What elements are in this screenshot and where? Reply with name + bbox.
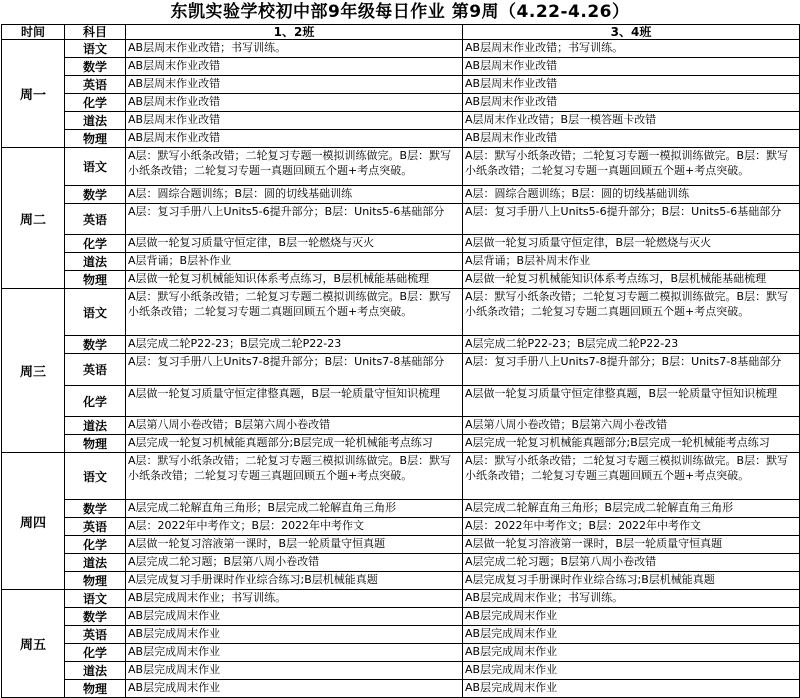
table-row <box>2 40 800 58</box>
subject-cell: 道法 <box>65 253 126 271</box>
homework-cell-class-3-4: A层：圆综合题训练；B层：圆的切线基础训练 <box>463 186 800 204</box>
homework-cell-class-3-4: A层完成复习手册课时作业综合练习;B层机械能真题 <box>463 572 800 590</box>
subject-cell: 英语 <box>65 626 126 644</box>
homework-cell-class-3-4: A层第八周小卷改错；B层第六周小卷改错 <box>463 417 800 435</box>
homework-cell-class-3-4: AB层周末作业改错 <box>463 94 800 112</box>
homework-cell-class-3-4: A层背诵；B层补周末作业 <box>463 253 800 271</box>
table-row <box>2 554 800 572</box>
subject-cell: 语文 <box>65 590 126 608</box>
homework-cell-class-1-2: AB层完成周末作业 <box>126 608 463 626</box>
header-subject: 科目 <box>65 25 126 40</box>
subject-cell: 数学 <box>65 336 126 354</box>
homework-cell-class-1-2: AB层周末作业改错 <box>126 76 463 94</box>
subject-cell: 道法 <box>65 112 126 130</box>
day-cell: 周一 <box>2 40 65 148</box>
table-row <box>2 590 800 608</box>
subject-cell: 化学 <box>65 235 126 253</box>
homework-cell-class-1-2: AB层周末作业改错 <box>126 130 463 148</box>
table-row <box>2 148 800 186</box>
homework-cell-class-1-2: AB层完成周末作业 <box>126 644 463 662</box>
homework-cell-class-3-4: A层做一轮复习质量守恒定律整真题，B层一轮质量守恒知识梳理 <box>463 386 800 417</box>
table-row <box>2 662 800 680</box>
table-row <box>2 112 800 130</box>
homework-cell-class-3-4: A层完成二轮习题；B层第八周小卷改错 <box>463 554 800 572</box>
table-row <box>2 94 800 112</box>
homework-cell-class-1-2: A层背诵；B层补作业 <box>126 253 463 271</box>
subject-cell: 语文 <box>65 289 126 336</box>
homework-cell-class-3-4: A层做一轮复习机械能知识体系考点练习，B层机械能基础梳理 <box>463 271 800 289</box>
table-row <box>2 644 800 662</box>
table-row <box>2 235 800 253</box>
homework-cell-class-1-2: A层：复习手册八上Units5-6提升部分；B层：Units5-6基础部分 <box>126 204 463 235</box>
table-row <box>2 204 800 235</box>
homework-cell-class-1-2: A层：复习手册八上Units7-8提升部分；B层：Units7-8基础部分 <box>126 354 463 386</box>
table-row <box>2 500 800 518</box>
homework-cell-class-3-4: A层：默写小纸条改错；二轮复习专题一模拟训练做完。B层：默写小纸条改错；二轮复习专题一真题回顾五个题+考点突破。 <box>463 148 800 186</box>
homework-cell-class-3-4: AB层完成周末作业 <box>463 608 800 626</box>
subject-cell: 物理 <box>65 271 126 289</box>
homework-cell-class-1-2: A层完成一轮复习机械能真题部分;B层完成一轮机械能考点练习 <box>126 435 463 453</box>
table-row <box>2 271 800 289</box>
subject-cell: 语文 <box>65 40 126 58</box>
subject-cell: 化学 <box>65 386 126 417</box>
homework-cell-class-3-4: A层完成二轮解直角三角形；B层完成二轮解直角三角形 <box>463 500 800 518</box>
table-row <box>2 354 800 386</box>
homework-cell-class-3-4: A层完成一轮复习机械能真题部分;B层完成一轮机械能考点练习 <box>463 435 800 453</box>
day-cell: 周四 <box>2 453 65 590</box>
table-row <box>2 608 800 626</box>
homework-cell-class-1-2: AB层完成周末作业 <box>126 680 463 698</box>
homework-cell-class-3-4: AB层完成周末作业 <box>463 626 800 644</box>
subject-cell: 物理 <box>65 572 126 590</box>
homework-cell-class-1-2: AB层完成周末作业；书写训练。 <box>126 590 463 608</box>
table-row <box>2 518 800 536</box>
homework-cell-class-3-4: A层做一轮复习质量守恒定律，B层一轮燃烧与灭火 <box>463 235 800 253</box>
homework-cell-class-3-4: A层：默写小纸条改错；二轮复习专题三模拟训练做完。B层：默写小纸条改错；二轮复习专题三真题回顾五个题+考点突破。 <box>463 453 800 500</box>
table-row <box>2 336 800 354</box>
subject-cell: 物理 <box>65 435 126 453</box>
homework-cell-class-3-4: AB层周末作业改错 <box>463 130 800 148</box>
homework-cell-class-1-2: A层：圆综合题训练；B层：圆的切线基础训练 <box>126 186 463 204</box>
subject-cell: 语文 <box>65 148 126 186</box>
homework-cell-class-1-2: A层做一轮复习质量守恒定律，B层一轮燃烧与灭火 <box>126 235 463 253</box>
table-row <box>2 289 800 336</box>
homework-cell-class-3-4: A层完成二轮P22-23；B层完成二轮P22-23 <box>463 336 800 354</box>
subject-cell: 物理 <box>65 680 126 698</box>
homework-cell-class-1-2: AB层周末作业改错 <box>126 58 463 76</box>
homework-cell-class-1-2: A层做一轮复习溶液第一课时，B层一轮质量守恒真题 <box>126 536 463 554</box>
table-row <box>2 386 800 417</box>
table-row <box>2 76 800 94</box>
subject-cell: 英语 <box>65 354 126 386</box>
homework-cell-class-1-2: AB层完成周末作业 <box>126 662 463 680</box>
table-row <box>2 572 800 590</box>
subject-cell: 化学 <box>65 94 126 112</box>
homework-cell-class-3-4: A层：2022年中考作文；B层：2022年中考作文 <box>463 518 800 536</box>
subject-cell: 化学 <box>65 644 126 662</box>
homework-cell-class-3-4: AB层完成周末作业 <box>463 644 800 662</box>
header-time: 时间 <box>2 25 65 40</box>
homework-cell-class-3-4: AB层完成周末作业；书写训练。 <box>463 590 800 608</box>
homework-cell-class-3-4: A层：复习手册八上Units5-6提升部分；B层：Units5-6基础部分 <box>463 204 800 235</box>
day-cell: 周三 <box>2 289 65 453</box>
homework-cell-class-3-4: A层周末作业改错；B层一模答题卡改错 <box>463 112 800 130</box>
day-cell: 周二 <box>2 148 65 289</box>
subject-cell: 数学 <box>65 58 126 76</box>
homework-cell-class-3-4: A层：复习手册八上Units7-8提升部分；B层：Units7-8基础部分 <box>463 354 800 386</box>
subject-cell: 英语 <box>65 76 126 94</box>
page-title: 东凯实验学校初中部9年级每日作业 第9周（4.22-4.26） <box>170 2 630 22</box>
homework-cell-class-1-2: AB层周末作业改错 <box>126 112 463 130</box>
subject-cell: 语文 <box>65 453 126 500</box>
homework-cell-class-3-4: AB层完成周末作业 <box>463 662 800 680</box>
table-row <box>2 626 800 644</box>
homework-cell-class-1-2: A层完成二轮习题；B层第八周小卷改错 <box>126 554 463 572</box>
homework-cell-class-1-2: A层：默写小纸条改错；二轮复习专题一模拟训练做完。B层：默写小纸条改错；二轮复习专题一真题回顾五个题+考点突破。 <box>126 148 463 186</box>
homework-cell-class-3-4: A层：默写小纸条改错；二轮复习专题二模拟训练做完。B层：默写小纸条改错；二轮复习专题二真题回顾五个题+考点突破。 <box>463 289 800 336</box>
subject-cell: 英语 <box>65 518 126 536</box>
table-row <box>2 417 800 435</box>
subject-cell: 道法 <box>65 662 126 680</box>
table-row <box>2 186 800 204</box>
subject-cell: 道法 <box>65 554 126 572</box>
homework-cell-class-1-2: A层完成二轮P22-23；B层完成二轮P22-23 <box>126 336 463 354</box>
subject-cell: 道法 <box>65 417 126 435</box>
homework-cell-class-3-4: AB层完成周末作业 <box>463 680 800 698</box>
table-row <box>2 130 800 148</box>
homework-cell-class-1-2: A层做一轮复习质量守恒定律整真题，B层一轮质量守恒知识梳理 <box>126 386 463 417</box>
table-row <box>2 453 800 500</box>
table-body <box>2 40 800 698</box>
header-row <box>2 25 800 40</box>
homework-table <box>1 24 800 698</box>
homework-cell-class-3-4: AB层周末作业改错 <box>463 58 800 76</box>
homework-cell-class-1-2: AB层完成周末作业 <box>126 626 463 644</box>
table-row <box>2 680 800 698</box>
table-row <box>2 536 800 554</box>
subject-cell: 数学 <box>65 500 126 518</box>
homework-cell-class-1-2: AB层周末作业改错 <box>126 94 463 112</box>
homework-cell-class-1-2: A层完成二轮解直角三角形；B层完成二轮解直角三角形 <box>126 500 463 518</box>
homework-cell-class-1-2: AB层周末作业改错；书写训练。 <box>126 40 463 58</box>
subject-cell: 数学 <box>65 186 126 204</box>
header-class-1-2: 1、2班 <box>126 25 463 40</box>
homework-cell-class-3-4: A层做一轮复习溶液第一课时，B层一轮质量守恒真题 <box>463 536 800 554</box>
day-cell: 周五 <box>2 590 65 698</box>
homework-cell-class-3-4: AB层周末作业改错 <box>463 76 800 94</box>
header-class-3-4: 3、4班 <box>463 25 800 40</box>
homework-cell-class-1-2: A层：2022年中考作文；B层：2022年中考作文 <box>126 518 463 536</box>
homework-cell-class-1-2: A层做一轮复习机械能知识体系考点练习，B层机械能基础梳理 <box>126 271 463 289</box>
subject-cell: 英语 <box>65 204 126 235</box>
homework-cell-class-1-2: A层：默写小纸条改错；二轮复习专题三模拟训练做完。B层：默写小纸条改错；二轮复习专题三真题回顾五个题+考点突破。 <box>126 453 463 500</box>
subject-cell: 数学 <box>65 608 126 626</box>
homework-cell-class-1-2: A层第八周小卷改错；B层第六周小卷改错 <box>126 417 463 435</box>
table-row <box>2 58 800 76</box>
subject-cell: 物理 <box>65 130 126 148</box>
subject-cell: 化学 <box>65 536 126 554</box>
homework-cell-class-1-2: A层完成复习手册课时作业综合练习;B层机械能真题 <box>126 572 463 590</box>
table-row <box>2 253 800 271</box>
homework-cell-class-1-2: A层：默写小纸条改错；二轮复习专题二模拟训练做完。B层：默写小纸条改错；二轮复习专题二真题回顾五个题+考点突破。 <box>126 289 463 336</box>
homework-cell-class-3-4: AB层周末作业改错；书写训练。 <box>463 40 800 58</box>
table-row <box>2 435 800 453</box>
